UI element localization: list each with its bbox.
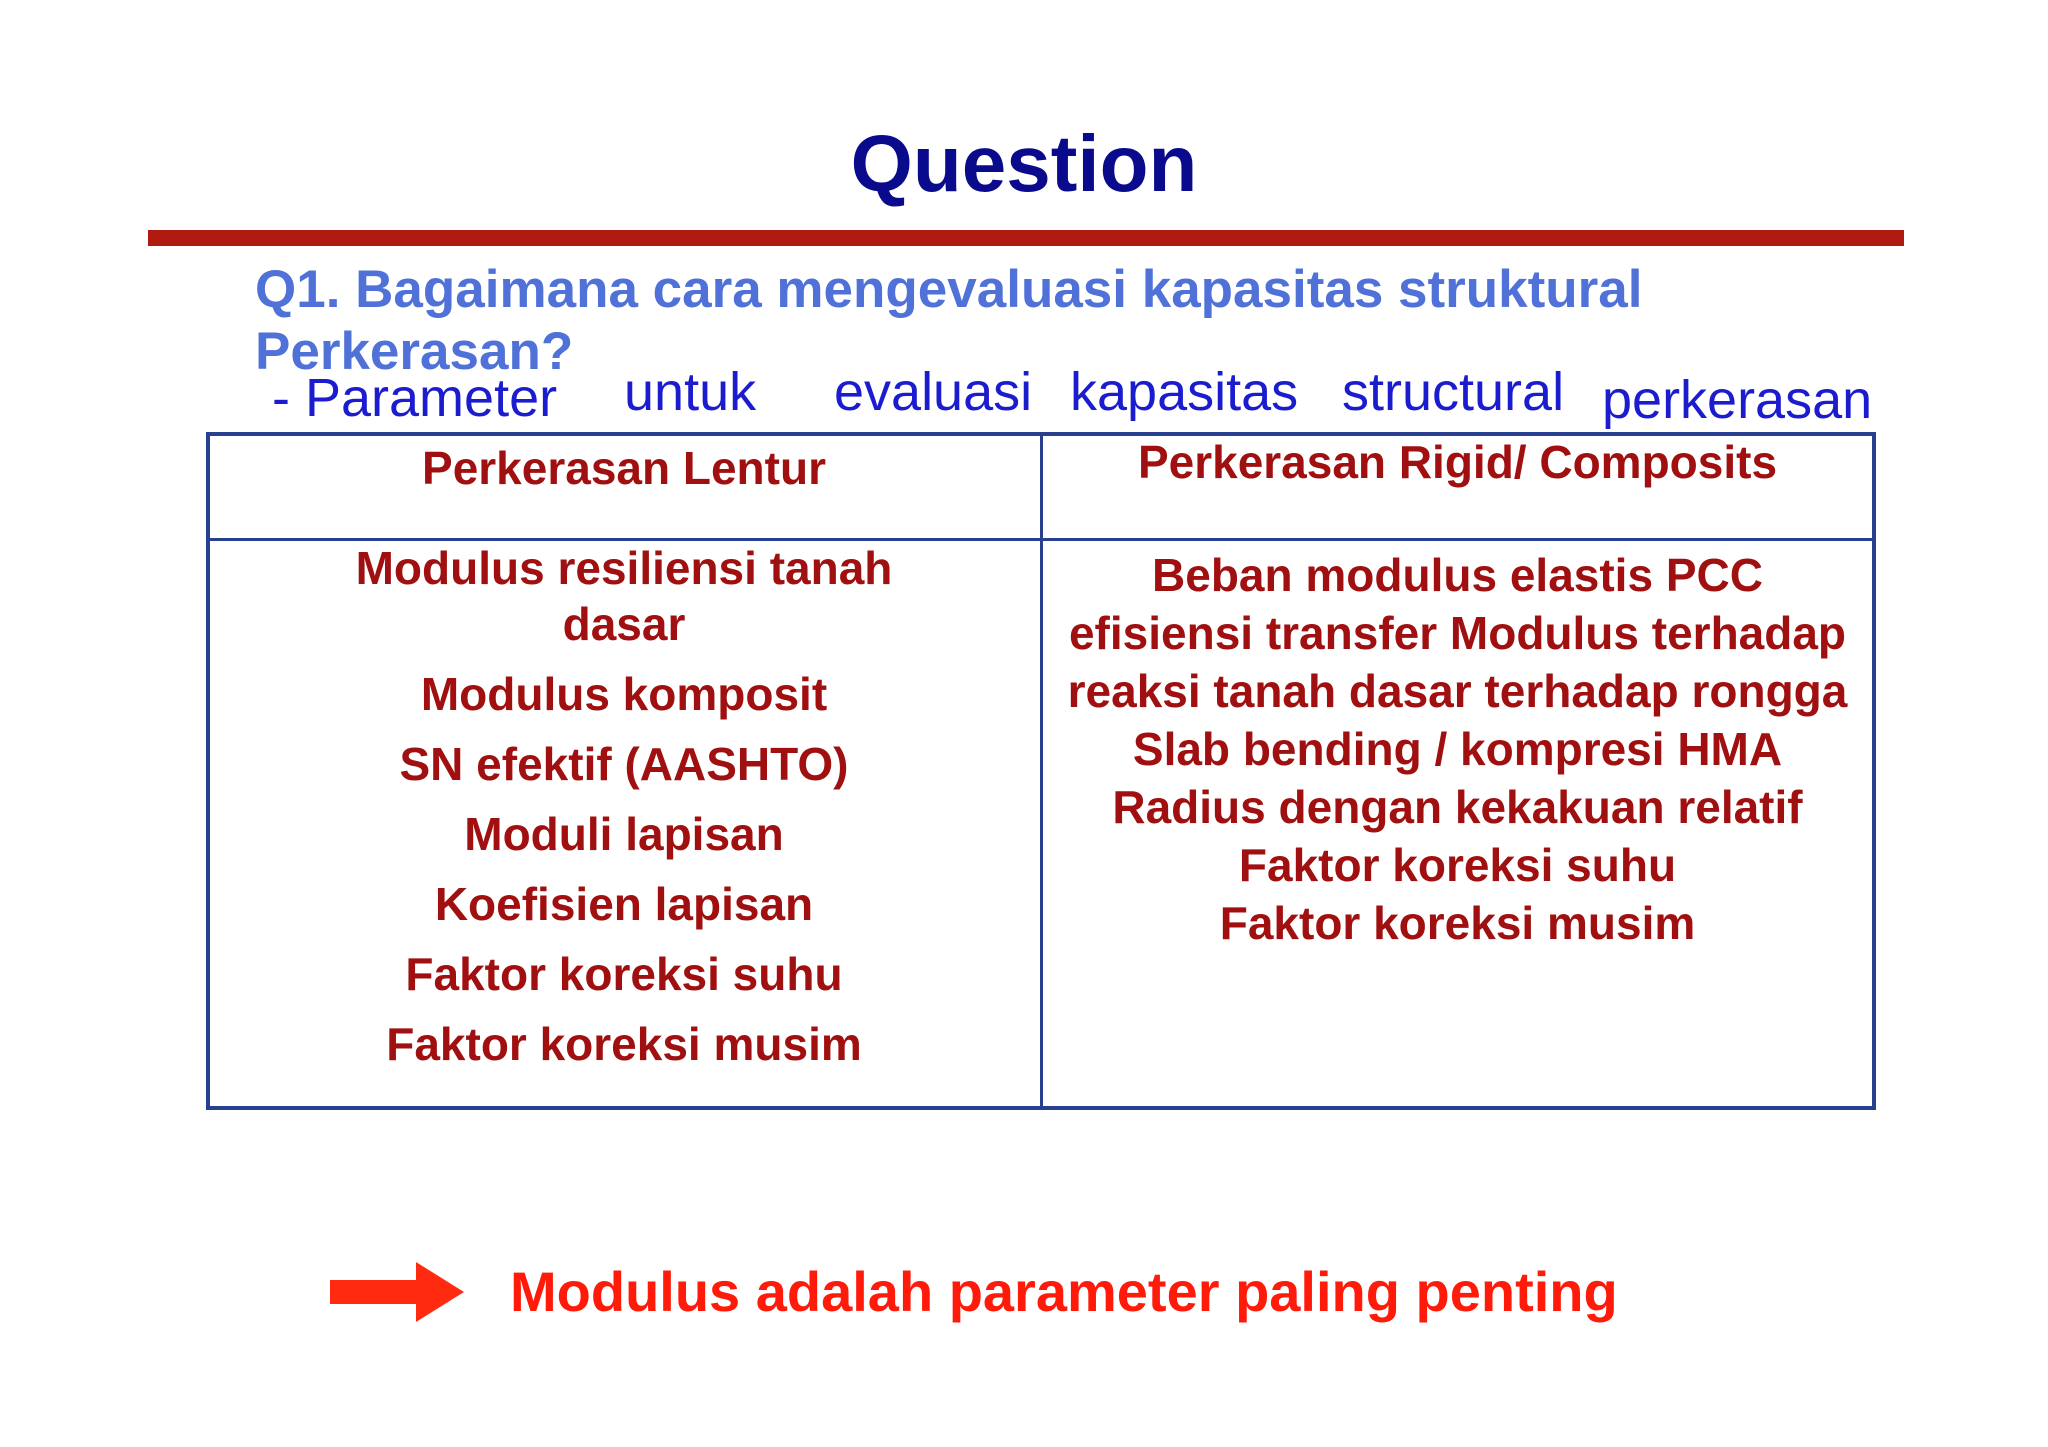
question-line-2: Perkerasan? bbox=[255, 322, 574, 381]
list-item: Radius dengan kekakuan relatif bbox=[1112, 781, 1803, 833]
list-item: Faktor koreksi suhu bbox=[405, 948, 843, 1000]
subline-word-evaluasi: evaluasi bbox=[834, 362, 1033, 422]
list-item: Koefisien lapisan bbox=[434, 878, 814, 930]
subline-word-structural: structural bbox=[1342, 362, 1565, 422]
header-flexible-pavement: Perkerasan Lentur bbox=[422, 442, 826, 494]
list-item: Moduli lapisan bbox=[464, 808, 784, 860]
question-line-1: Q1. Bagaimana cara mengevaluasi kapasitas struktural bbox=[255, 260, 1643, 319]
title-divider bbox=[148, 230, 1904, 246]
list-item: efisiensi transfer Modulus terhadap bbox=[1068, 607, 1847, 659]
list-item: Slab bending / kompresi HMA bbox=[1132, 723, 1783, 775]
list-item: Faktor koreksi musim bbox=[386, 1018, 862, 1070]
slide-title: Question bbox=[850, 119, 1198, 208]
list-item: Beban modulus elastis PCC bbox=[1152, 549, 1763, 601]
list-item: reaksi tanah dasar terhadap rongga bbox=[1067, 665, 1848, 717]
rigid-pavement-parameters bbox=[1043, 546, 1872, 952]
subline-word-parameter: - Parameter bbox=[272, 368, 558, 428]
subline-word-perkerasan: perkerasan bbox=[1602, 370, 1873, 430]
list-item: SN efektif (AASHTO) bbox=[399, 738, 849, 790]
subline-word-kapasitas: kapasitas bbox=[1070, 362, 1299, 422]
right-arrow-icon bbox=[330, 1262, 464, 1322]
list-item: Faktor koreksi musim bbox=[1219, 897, 1696, 949]
header-rigid-pavement: Perkerasan Rigid/ Composits bbox=[1137, 436, 1778, 488]
conclusion-text: Modulus adalah parameter paling penting bbox=[510, 1260, 1618, 1323]
flexible-pavement-parameters bbox=[210, 540, 1038, 1086]
list-item: Modulus komposit bbox=[420, 668, 828, 720]
list-item: Faktor koreksi suhu bbox=[1238, 839, 1677, 891]
list-item: Modulus resiliensi tanah dasar bbox=[355, 542, 893, 650]
subline-word-untuk: untuk bbox=[624, 362, 757, 422]
